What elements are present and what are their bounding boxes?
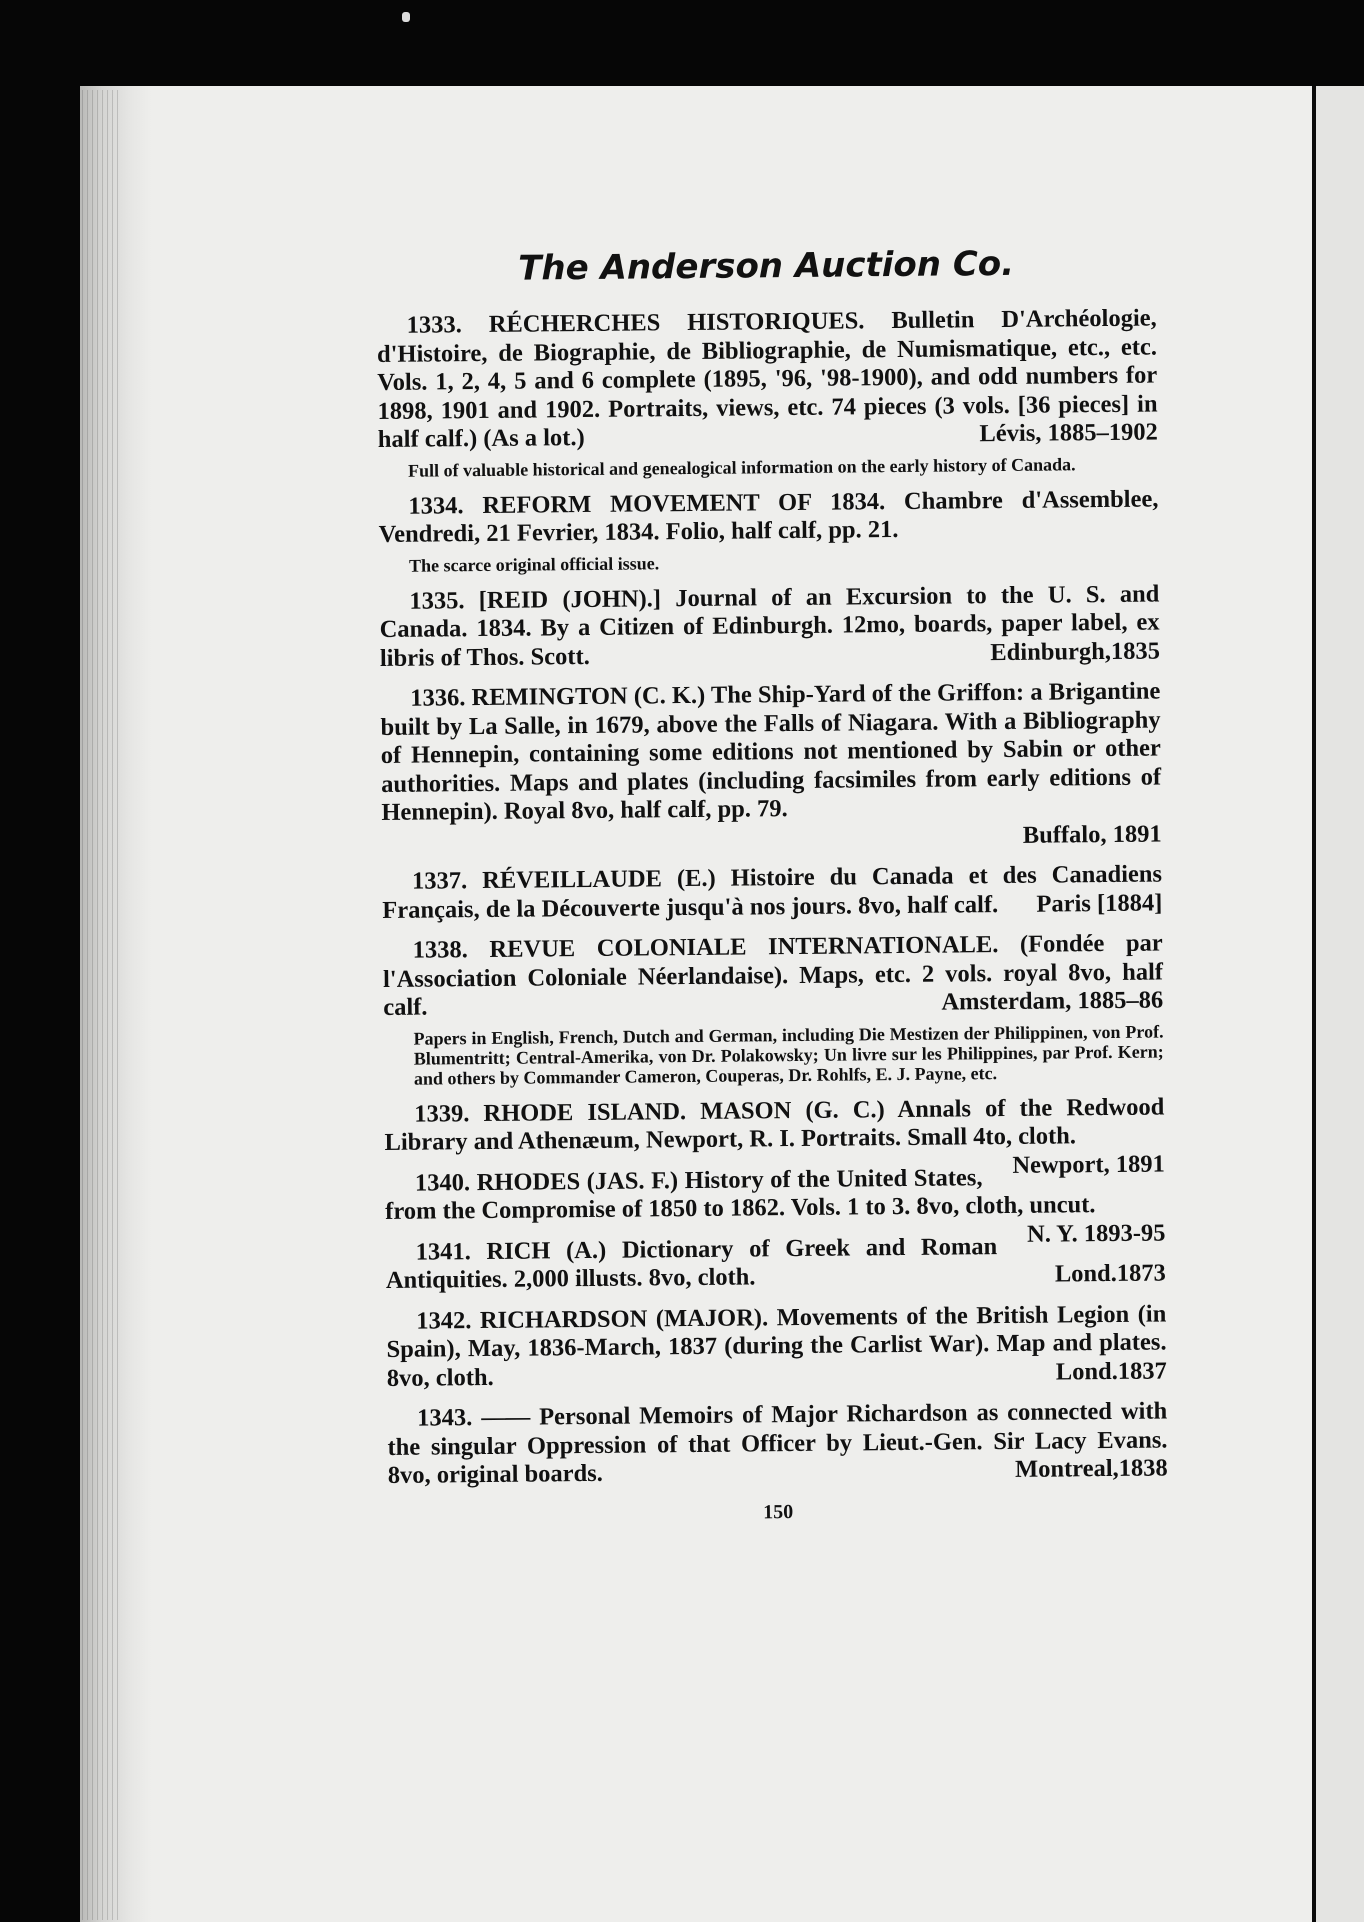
entry-location: Lévis, 1885–1902 <box>979 418 1158 448</box>
catalog-entry-1333 <box>377 305 1159 481</box>
catalog-entry-1335 <box>379 580 1160 673</box>
catalog-entry-1343 <box>387 1397 1168 1490</box>
entry-text: 1339. RHODE ISLAND. MASON (G. C.) Annals of the Redwood Library and Athenæum, Newport, R. I. Portraits. Small 4to, cloth. <box>384 1092 1165 1156</box>
entry-text: 1342. RICHARDSON (MAJOR). Movements of the British Legion (in Spain), May, 1836-March, 1837 (during the Carlist War). Map and plates. 8vo, cloth. <box>386 1299 1167 1392</box>
entry-text: 1336. REMINGTON (C. K.) The Ship-Yard of the Griffon: a Brigantine built by La Salle, in 1679, above the Falls of Niagara. With a Bibliography of Hennepin, containing some editions not mentioned by Sabin or other authorities. Maps and plates (including facsimiles from early editions of Hennepin). Royal 8vo, half calf, pp. 79. <box>380 677 1162 826</box>
entry-location: Newport, 1891 <box>1012 1149 1165 1179</box>
entry-location: Edinburgh,1835 <box>990 636 1161 666</box>
facing-page-edge <box>1316 86 1364 1922</box>
entry-text: 1334. REFORM MOVEMENT OF 1834. Chambre d'Assemblee, Vendredi, 21 Fevrier, 1834. Folio, half calf, pp. 21. <box>378 485 1159 548</box>
entry-location: Lond.1837 <box>1055 1356 1167 1386</box>
entry-location: Lond.1873 <box>1054 1259 1166 1288</box>
entry-text: 1335. [REID (JOHN).] Journal of an Excursion to the U. S. and Canada. 1834. By a Citizen of Edinburgh. 12mo, boards, paper label, ex libris of Thos. Scott. <box>379 579 1160 672</box>
entry-text: 1333. RÉCHERCHES HISTORIQUES. Bulletin D'Archéologie, d'Histoire, de Biographie, de Bibliographie, de Numismatique, etc., etc. Vols. 1, 2, 4, 5 and 6 complete (1895, '96, '98-1900), and odd numbers for 1898, 1901 and 1902. Portraits, views, etc. 74 pieces (3 vols. [36 pieces] in half calf.) (As a lot.) <box>376 304 1158 453</box>
entry-note: Full of valuable historical and genealogical information on the early history of Canada. <box>408 453 1076 481</box>
catalog-entry-1334 <box>378 485 1159 575</box>
entry-text: 1340. RHODES (JAS. F.) History of the United States, from the Compromise of 1850 to 1862. Vols. 1 to 3. 8vo, cloth, uncut. <box>385 1163 1096 1225</box>
catalog-entry-1336 <box>380 677 1162 855</box>
entry-note: The scarce original official issue. <box>408 552 660 576</box>
entry-location: Amsterdam, 1885–86 <box>941 986 1164 1016</box>
entry-text: 1341. RICH (A.) Dictionary of Greek and Roman Antiquities. 2,000 illusts. 8vo, cloth. <box>385 1232 998 1294</box>
entry-text: 1337. RÉVEILLAUDE (E.) Histoire du Canada et des Canadiens Français, de la Découverte jusqu'à nos jours. 8vo, half calf. <box>382 860 1163 924</box>
entry-location: N. Y. 1893-95 <box>1026 1218 1166 1248</box>
catalog-entry-1339 <box>384 1092 1165 1179</box>
entry-location: Paris [1884] <box>1036 888 1163 918</box>
entry-location: Buffalo, 1891 <box>1022 819 1162 849</box>
catalog-entry-1337 <box>382 860 1163 924</box>
page-content <box>376 243 1168 1528</box>
entry-text: 1343. —— Personal Memoirs of Major Richardson as connected with the singular Oppression of that Officer by Lieut.-Gen. Sir Lacy Evans. 8vo, original boards. <box>387 1397 1168 1489</box>
entry-text: 1338. REVUE COLONIALE INTERNATIONALE. (Fondée par l'Association Coloniale Néerlandaise). Maps, etc. 2 vols. royal 8vo, half calf. <box>382 929 1164 1021</box>
catalog-entry-1338 <box>383 929 1164 1088</box>
page-number: 150 <box>763 1500 794 1523</box>
page-header: The Anderson Auction Co. <box>518 243 1015 289</box>
entry-note: Papers in English, French, Dutch and German, including Die Mestizen der Philippinen, von Prof. Blumentritt; Central-Amerika, von Dr. Polakowsky; Un livre sur les Philippines, par Prof. Kern; and others by Commander Cameron, Couperas, Dr. Rohlfs, E. J. Payne, etc. <box>413 1020 1164 1089</box>
catalog-entry-1342 <box>386 1300 1167 1393</box>
entry-location: Montreal,1838 <box>1014 1454 1168 1483</box>
scan-speck <box>402 12 410 22</box>
page-edge-lines <box>82 90 122 1920</box>
